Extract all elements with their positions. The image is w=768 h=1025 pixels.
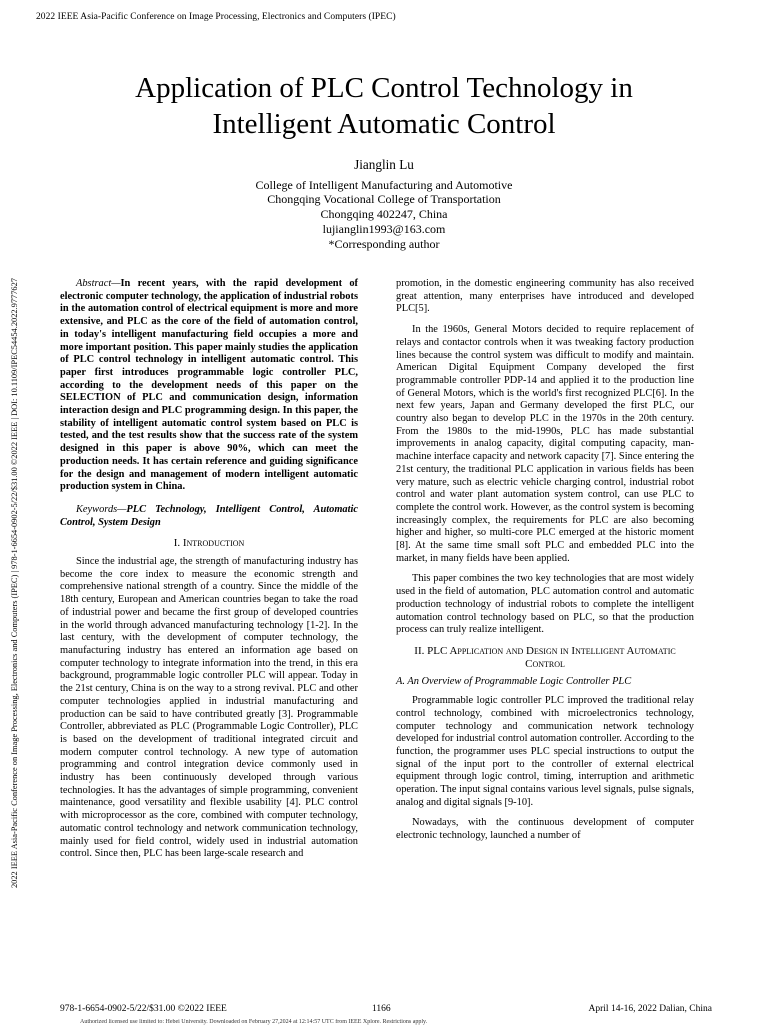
keywords-lead: Keywords— <box>76 503 127 515</box>
left-column <box>60 278 358 869</box>
abstract-text: In recent years, with the rapid development of electronic computer technology, the application of industrial robots in the automation control of electrical equipment is more and more extensive, and PLC as the core of the field of automation control, in today's intelligent manufacturing field occupies a more and more important position. This paper mainly studies the application of PLC control technology in intelligent automatic control. This paper first introduces programmable logic controller PLC, according to the development needs of this paper on the SELECTION of PLC and communication design, information interaction design and PLC programming design. In this paper, the stability of intelligent automatic control system based on PLC is tested, and the test results show that the success rate of the system designed in this paper is above 90%, which can meet the production needs. It has certain reference and guiding significance for the design and management of modern intelligent automatic production system in China. <box>60 278 358 493</box>
footer-page-number: 1166 <box>372 1004 391 1014</box>
overview-paragraph-2: Nowadays, with the continuous development of computer electronic technology, launched a number of <box>396 817 694 842</box>
corresponding-note: *Corresponding author <box>328 236 440 251</box>
right-column <box>396 278 694 851</box>
intro-paragraph-3: This paper combines the two key technologies that are most widely used in the field of automation, PLC automation control and automatic production technology of industrial robots to complete the intelligent automation control technology based on PLC, so that the production process can truly realize intelligent. <box>396 573 694 636</box>
abstract-lead: Abstract— <box>76 278 121 289</box>
author-affiliation-2: Chongqing Vocational College of Transportation <box>267 192 501 207</box>
abstract <box>60 278 358 494</box>
author-city: Chongqing 402247, China <box>320 207 448 222</box>
keywords-text: PLC Technology, Intelligent Control, Automatic Control, System Design <box>60 503 358 528</box>
intro-paragraph-2: In the 1960s, General Motors decided to require replacement of relays and contactor controls when it was tweaking factory production lines because the control system was difficult to modify and maintain. American Digital Equipment Company developed the first programmable controller PDP-14 and applied it to the production line of General Motors, which is the world's first recognized PLC[6]. In the next few years, Japan and Germany developed the first PLC, our country also began to develop PLC in the 1970s in the 20th century. From the 1980s to the mid-1990s, PLC has made substantial improvements in analog capacity, digital computing capacity, man-machine interface capacity and network capacity [7]. Since entering the 21st century, the traditional PLC application in various fields has been very mature, such as electric vehicle charging control, industrial robot control and water plant automation system control, can use PLC to complete the control work. However, as the control system is becoming increasingly complex, the requirements for PLC are also becoming higher and higher, so multi-core PLC emerged at the historic moment [8]. At the same time small soft PLC and embedded PLC into the market, in many fields have been applied. <box>396 324 694 564</box>
intro-paragraph-1-continued: promotion, in the domestic engineering community has also received great attention, many enterprises have introduced and developed PLC[5]. <box>396 278 694 315</box>
author-email[interactable]: lujianglin1993@163.com <box>322 221 446 236</box>
side-copyright-note: 2022 IEEE Asia-Pacific Conference on Image Processing, Electronics and Computers (IPEC) | 978-1-6654-0902-5/22/$31.00 ©2022 IEEE | DOI: 10.1109/IPEC54454.2022.9777627 <box>10 278 19 888</box>
license-line: Authorized licensed use limited to: Hebei University. Downloaded on February 27,2024 at 12:14:57 UTC from IEEE Xplore. Restrictions apply. <box>80 1019 428 1025</box>
footer-isbn: 978-1-6654-0902-5/22/$31.00 ©2022 IEEE <box>60 1004 227 1014</box>
section-heading-plc-application: II. PLC Application and Design in Intelligent Automatic Control <box>414 644 676 670</box>
author-name: Jianglin Lu <box>354 157 414 172</box>
conference-header: 2022 IEEE Asia-Pacific Conference on Image Processing, Electronics and Computers (IPEC) <box>36 12 396 22</box>
author-block <box>200 158 568 251</box>
intro-paragraph-1: Since the industrial age, the strength of manufacturing industry has become the core index to measure the economic strength and comprehensive national strength of a country. Since the middle of the 18th century, European and American countries began to take the road of industrial power and became the first group of developed countries in the world through advanced manufacturing technology [1-2]. In the last century, with the development of computer technology, the manufacturing industry has entered an information age based on computer technology to integrate information into the trend, in this era background, programmable logic controller PLC will appear. Today in the 21st century, China is on the way to a strong revival. PLC and other computer technologies applied in industrial manufacturing and production can be said to have contributed greatly [3]. Programmable Controller, abbreviated as PLC (Programmable Logic Controller), PLC is based on the development of traditional integrated circuit and modern computer control technology. A new type of automation programming and control integration device commonly used in industry has been continuously developed through various technologies. It has the advantages of simple programming, convenient maintenance, good versatility and flexible usability [4]. PLC control with microprocessor as the core, combined with computer technology, automatic control technology and network communication technology, mainly used for field control, widely used in industrial automation control. Since then, PLC has been large-scale research and <box>60 556 358 860</box>
overview-paragraph-1: Programmable logic controller PLC improved the traditional relay control technology, combined with microelectronics technology, computer technology and communication network technology developed for industrial control automation controller. According to the function, the programmer uses PLC special instructions to output the signal of the input port to the controller of external electrical equipment through logic control, timing, interruption and arithmetic operation. The input signal contains various level signals, pulse signals, analog and digital signals [9-10]. <box>396 695 694 808</box>
author-affiliation-1: College of Intelligent Manufacturing and Automotive <box>255 177 513 192</box>
section-heading-introduction: I. Introduction <box>173 537 245 550</box>
paper-title: Application of PLC Control Technology in Intelligent Automatic Control <box>135 72 633 140</box>
footer-date-location: April 14-16, 2022 Dalian, China <box>588 1004 712 1014</box>
keywords <box>60 504 358 529</box>
subsection-heading-overview: A. An Overview of Programmable Logic Controller PLC <box>396 676 632 688</box>
